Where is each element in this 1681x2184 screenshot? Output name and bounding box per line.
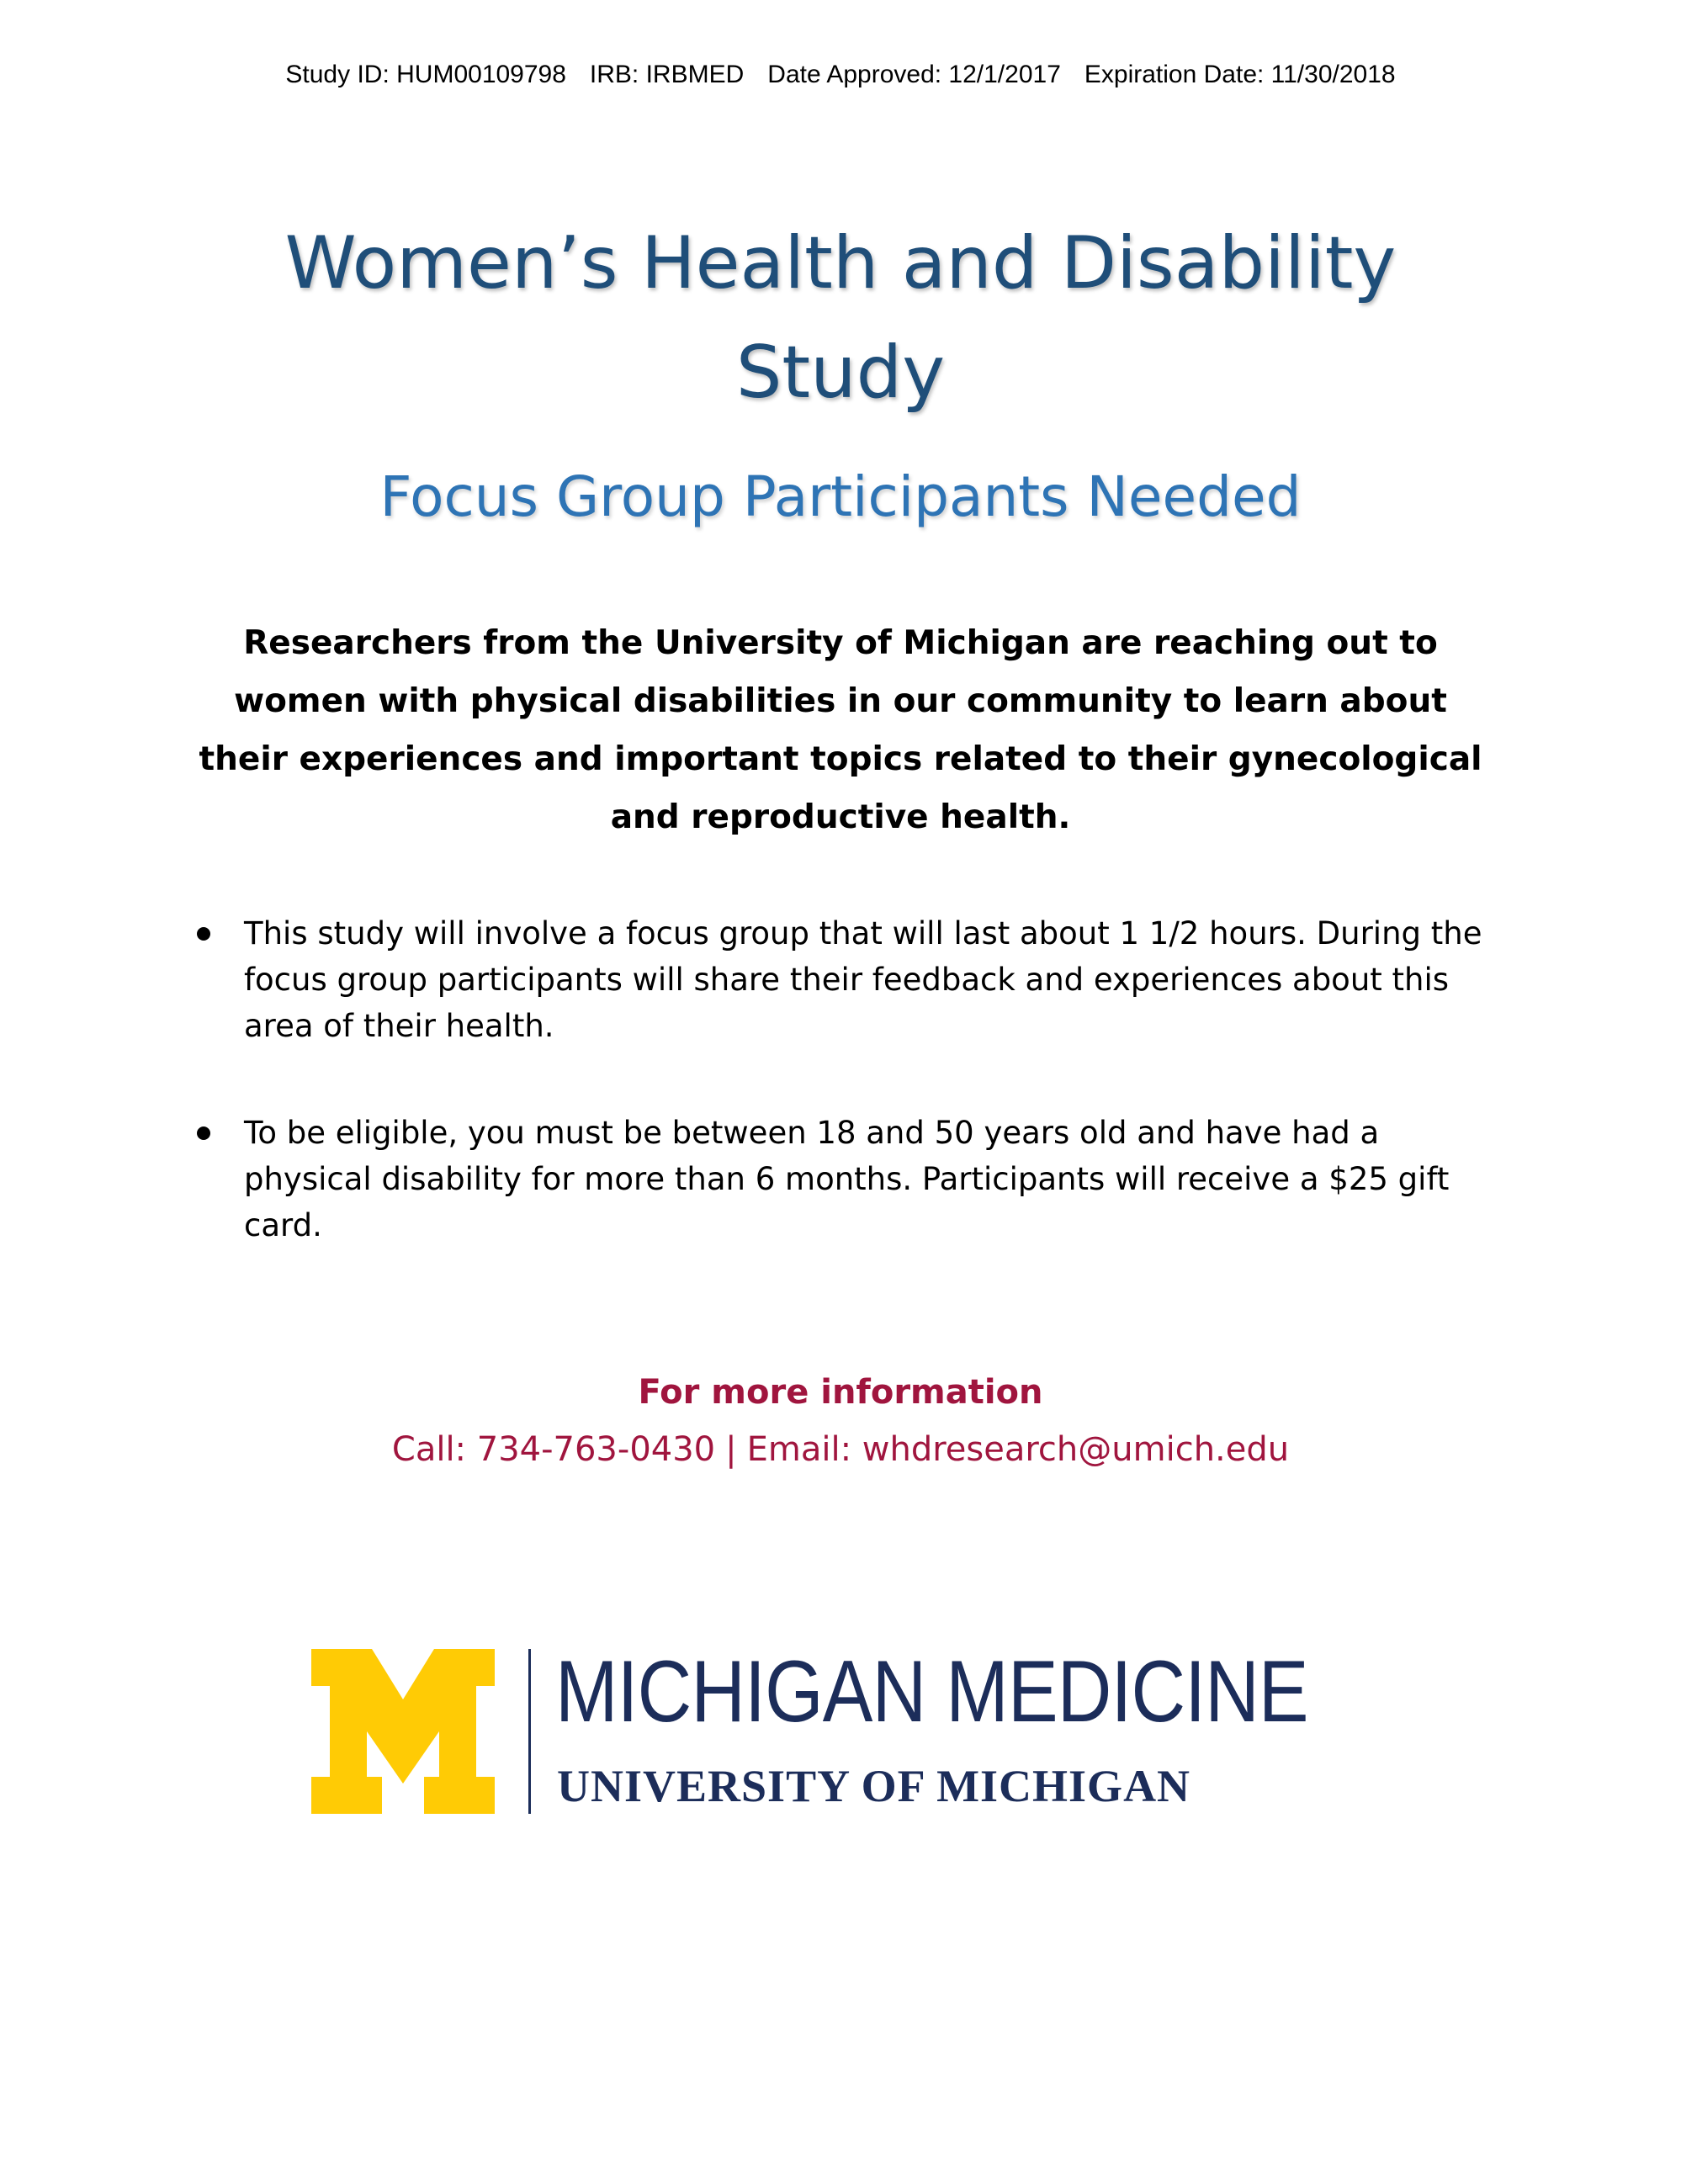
title-line-1: Women’s Health and Disability (284, 221, 1397, 305)
contact-separator: | (725, 1430, 737, 1469)
bullet-line: area of their health. (244, 1008, 554, 1044)
bullet-icon (197, 1126, 210, 1140)
bullet-line: This study will involve a focus group that will last about 1 1/2 hours. During the (244, 915, 1482, 952)
irb-text: IRB: IRBMED (589, 61, 745, 88)
study-id-text: Study ID: HUM00109798 (285, 61, 566, 88)
logo-sub-text: UNIVERSITY OF MICHIGAN (557, 1761, 1191, 1811)
list-item (185, 910, 1498, 1049)
bullet-line: card. (244, 1207, 322, 1243)
date-approved-text: Date Approved: 12/1/2017 (767, 61, 1061, 88)
title-line-2: Study (735, 331, 946, 415)
contact-heading: For more information (638, 1373, 1043, 1412)
intro-paragraph (185, 614, 1496, 846)
bullet-line: physical disability for more than 6 months. Participants will receive a $25 gift (244, 1161, 1450, 1197)
logo-main-text: MICHIGAN MEDICINE (555, 1643, 1308, 1741)
contact-info (0, 1430, 1681, 1469)
intro-line-3: their experiences and important topics related to their gynecological (199, 740, 1482, 778)
page-title (168, 209, 1513, 427)
expiration-date-text: Expiration Date: 11/30/2018 (1084, 61, 1396, 88)
bullet-line: To be eligible, you must be between 18 and 50 years old and have had a (244, 1115, 1380, 1151)
bullet-icon (197, 927, 210, 941)
logo-divider (528, 1649, 531, 1814)
document-header (0, 61, 1681, 89)
intro-line-2: women with physical disabilities in our community to learn about (234, 682, 1447, 720)
block-m-icon (311, 1649, 495, 1814)
email-link[interactable]: Email: whdresearch@umich.edu (746, 1430, 1290, 1469)
list-item (185, 1110, 1498, 1248)
details-list (185, 910, 1498, 1309)
page-subtitle: Focus Group Participants Needed (379, 464, 1302, 529)
phone-link[interactable]: Call: 734-763-0430 (391, 1430, 716, 1469)
michigan-medicine-logo (311, 1643, 1388, 1817)
bullet-line: focus group participants will share their feedback and experiences about this (244, 962, 1450, 998)
intro-line-4: and reproductive health. (610, 798, 1071, 836)
intro-line-1: Researchers from the University of Michigan are reaching out to (243, 624, 1438, 662)
